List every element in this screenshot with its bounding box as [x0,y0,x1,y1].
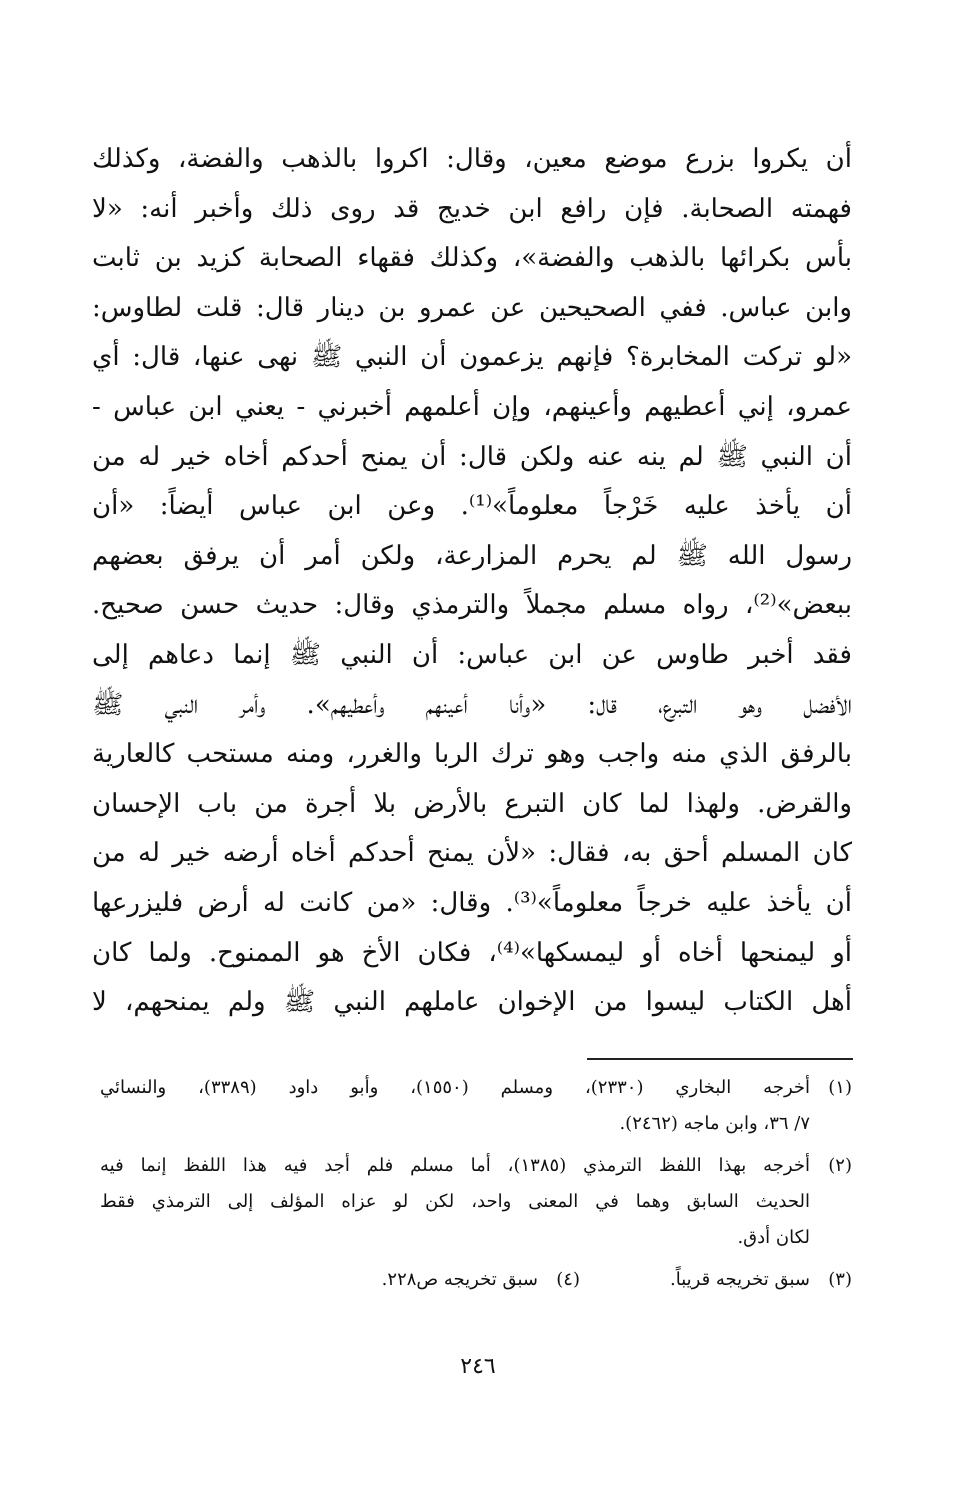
footnote-line: لكان أدق. [737,1227,810,1248]
footnote-2 [100,1148,852,1256]
footnote-text: سبق تخريجه ص٢٢٨. [381,1269,538,1290]
text-line: رسول الله ﷺ لم يحرم المزارعة، ولكن أمر أن يرفق بعضهم [92,540,852,571]
text-line: أن يكروا بزرع موضع معين، وقال: اكروا بالذهب والفضة، وكذلك [92,144,852,174]
text-line: فهمته الصحابة. فإن رافع ابن خديج قد روى ذلك وأخبر أنه: «لا [92,193,852,224]
footnote-line: الحديث السابق وهما في المعنى واحد، لكن لو عزاه المؤلف إلى الترمذي فقط [100,1191,810,1212]
text-line: فقد أخبر طاوس عن ابن عباس: أن النبي ﷺ إنما دعاهم إلى [92,639,852,670]
footnote-number: (٣) [828,1269,852,1290]
footnote-1 [100,1070,852,1142]
page-number: ٢٤٦ [460,1354,496,1379]
footnote-line: ٧/ ٣٦، وابن ماجه (٢٤٦٢). [619,1113,810,1134]
text-line: الأفضل وهو التبرع، قال: «وأنا أعينهم وأعطيهم». وأمر النبي ﷺ [92,689,852,720]
text-line: كان المسلم أحق به، فقال: «لأن يمنح أحدكم أخاه أرضه خير له من [92,838,852,869]
footnote-number: (٤) [556,1269,580,1290]
text-line: وابن عباس. ففي الصحيحين عن عمرو بن دينار قال: قلت لطاوس: [92,292,852,323]
main-text-block [92,135,852,1028]
text-line: أن يأخذ عليه خرجاً معلوماً»⁽³⁾. وقال: «من كانت له أرض فليزرعها [92,887,852,918]
text-line: أن النبي ﷺ لم ينه عنه ولكن قال: أن يمنح أحدكم أخاه خير له من [92,441,852,472]
text-line: أهل الكتاب ليسوا من الإخوان عاملهم النبي ﷺ ولم يمنحهم، لا [92,987,852,1018]
text-line: أن يأخذ عليه خَرْجاً معلوماً»⁽¹⁾. وعن ابن عباس أيضاً: «أن [92,491,852,522]
footnote-4 [382,1262,580,1298]
footnote-line: أخرجه بهذا اللفظ الترمذي (١٣٨٥)، أما مسلم فلم أجد فيه هذا اللفظ إنما فيه [100,1155,810,1176]
footnote-line: أخرجه البخاري (٢٣٣٠)، ومسلم (١٥٥٠)، وأبو داود (٣٣٨٩)، والنسائي [100,1077,810,1098]
text-line: بالرفق الذي منه واجب وهو ترك الربا والغرر، ومنه مستحب كالعارية [92,739,852,770]
footnote-number: (١) [828,1077,852,1098]
footnote-text: سبق تخريجه قريباً. [670,1269,810,1290]
text-line: «لو تركت المخابرة؟ فإنهم يزعمون أن النبي ﷺ نهى عنها، قال: أي [92,342,852,373]
footnote-3 [670,1262,852,1298]
text-line: والقرض. ولهذا لما كان التبرع بالأرض بلا أجرة من باب الإحسان [92,788,852,819]
footnote-number: (٢) [828,1155,852,1176]
footnotes [100,1070,852,1298]
text-line: بأس بكرائها بالذهب والفضة»، وكذلك فقهاء الصحابة كزيد بن ثابت [92,243,852,274]
text-line: ببعض»⁽²⁾، رواه مسلم مجملاً والترمذي وقال: حديث حسن صحيح. [92,590,852,621]
text-line: عمرو، إني أعطيهم وأعينهم، وإن أعلمهم أخبرني - يعني ابن عباس - [92,391,852,422]
text-line: أو ليمنحها أخاه أو ليمسكها»⁽⁴⁾، فكان الأخ هو الممنوح. ولما كان [92,937,852,968]
footnotes-3-4 [100,1262,852,1298]
footnote-separator [587,1058,853,1060]
